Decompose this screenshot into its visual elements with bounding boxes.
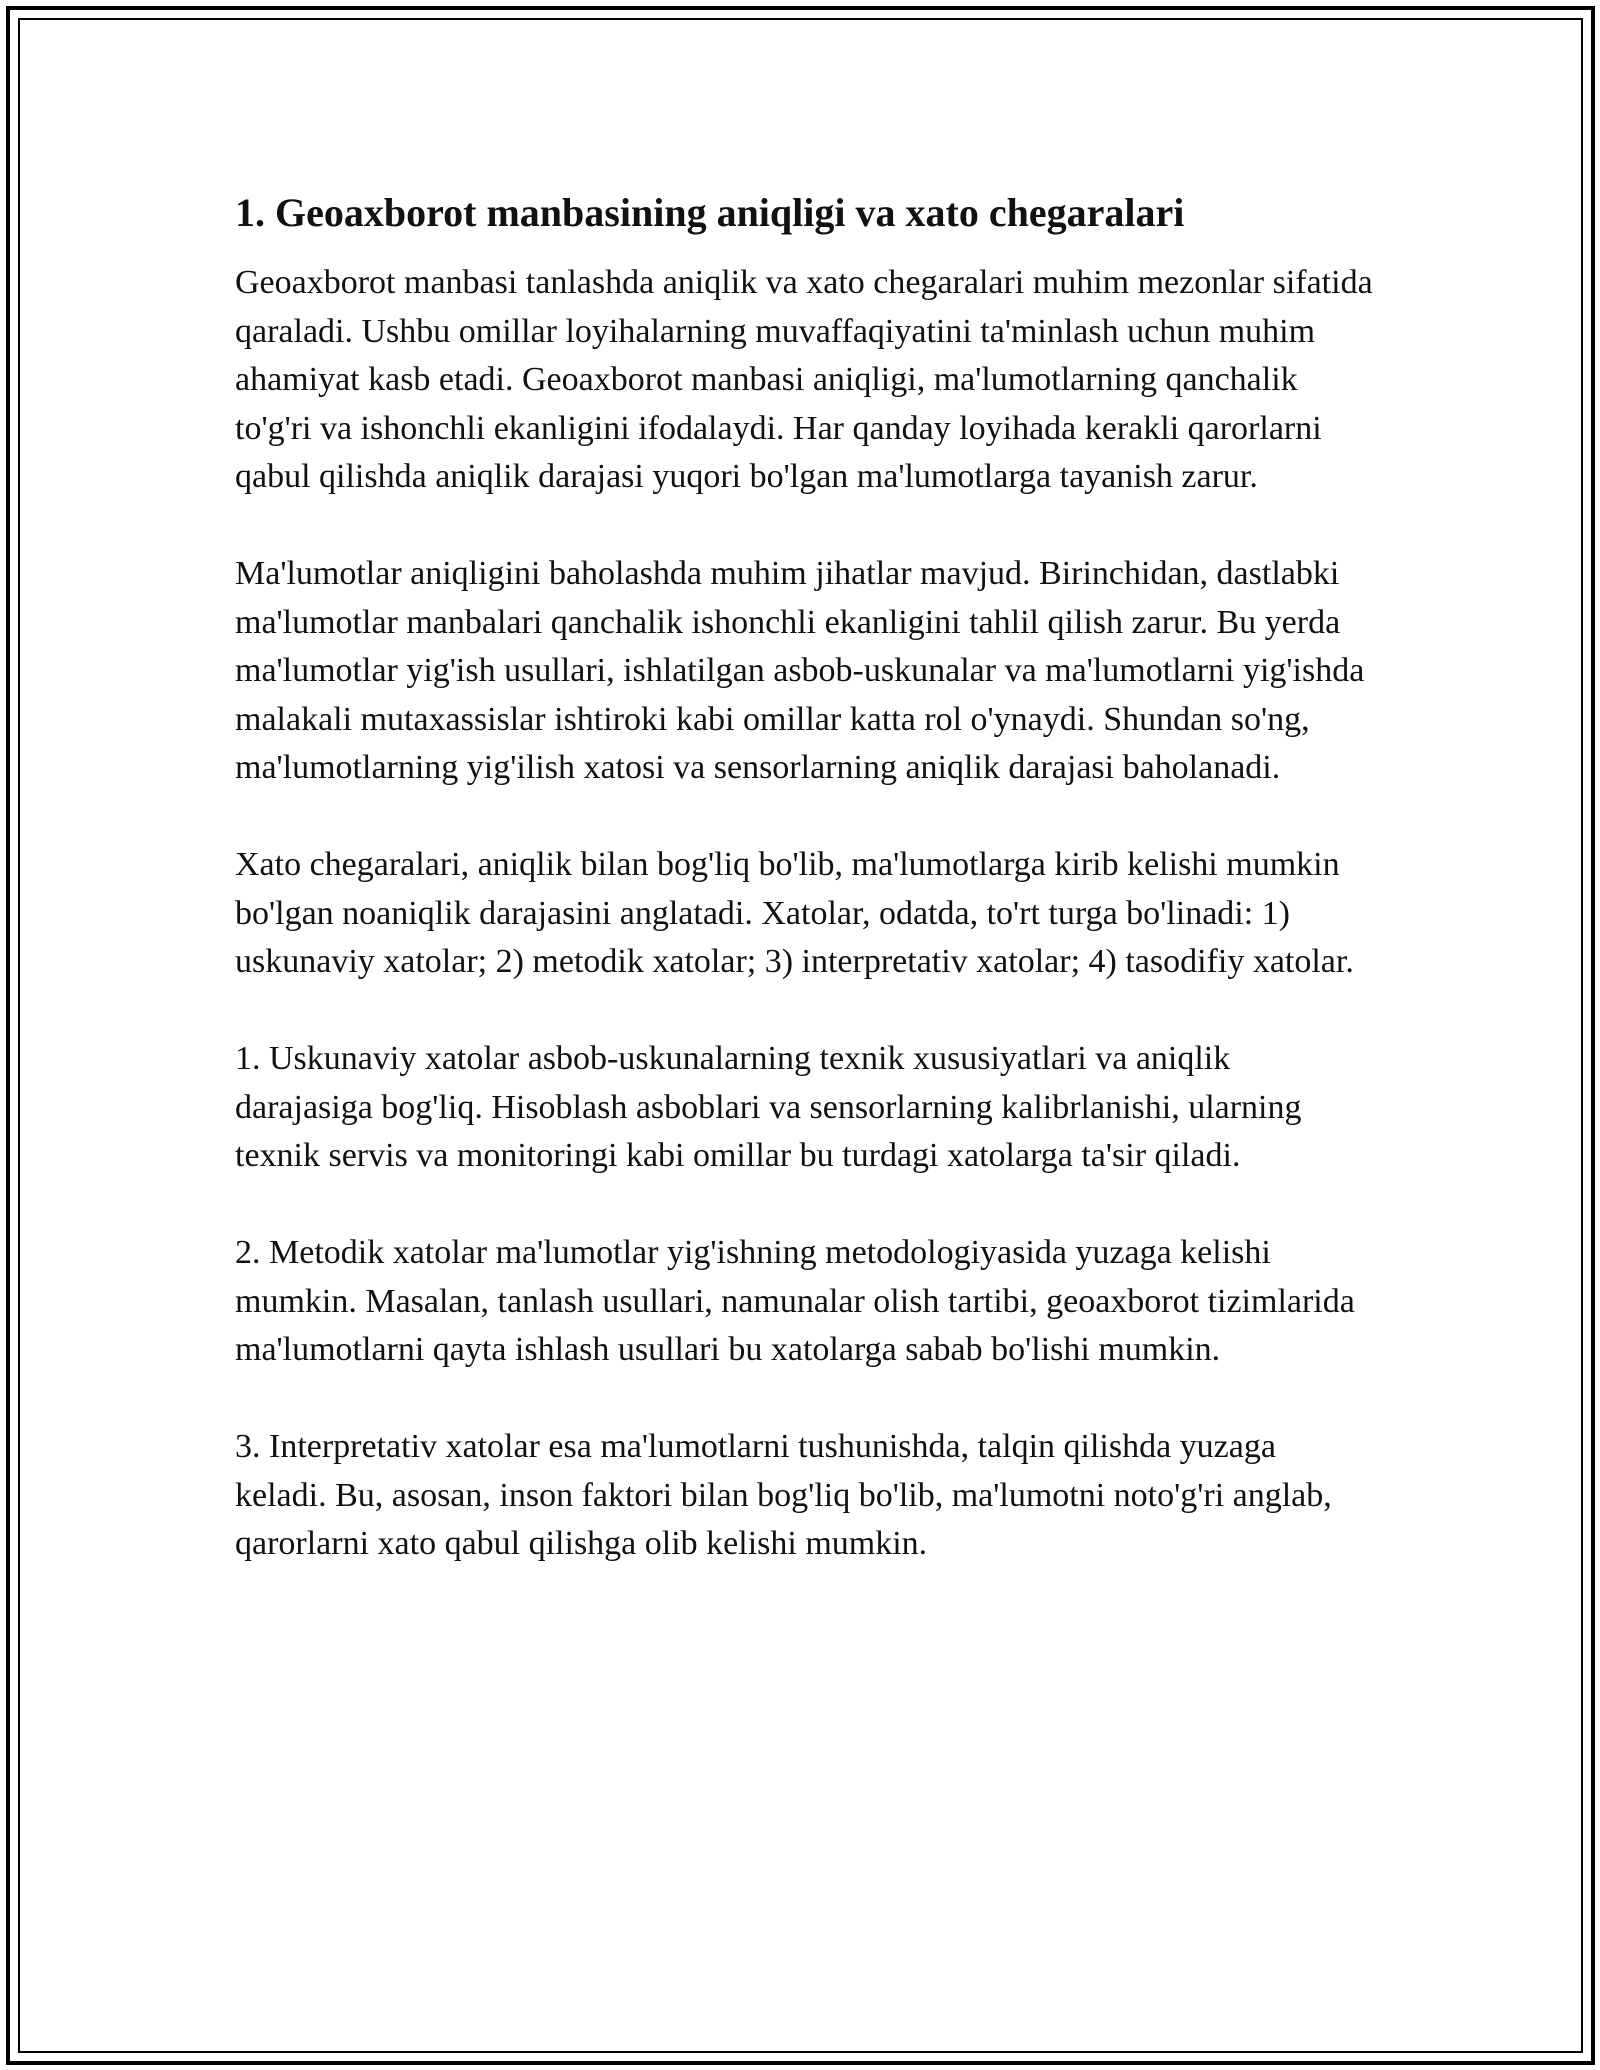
paragraph-intro: Geoaxborot manbasi tanlashda aniqlik va xato chegaralari muhim mezonlar sifatida qaraladi. Ushbu omillar loyihalarning muvaffaqiyatini ta'minlash uchun muhim ahamiyat kasb etadi. Geoaxborot manbasi aniqligi, ma'lumotlarning qanchalik to'g'ri va ishonchli ekanligini ifodalaydi. Har qanday loyihada kerakli qarorlarni qabul qilishda aniqlik darajasi yuqori bo'lgan ma'lumotlarga tayanish zarur.	[235, 264, 1373, 495]
paragraph-instrumental-errors: 1. Uskunaviy xatolar asbob-uskunalarning texnik xususiyatlari va aniqlik darajasiga bog'liq. Hisoblash asboblari va sensorlarning kalibrlanishi, ularning texnik servis va monitoringi kabi omillar bu turdagi xatolarga ta'sir qiladi.	[235, 1040, 1302, 1174]
section-title: 1. Geoaxborot manbasining aniqligi va xato chegaralari	[235, 190, 1185, 235]
paragraph-methodical-errors: 2. Metodik xatolar ma'lumotlar yig'ishning metodologiyasida yuzaga kelishi mumkin. Masalan, tanlash usullari, namunalar olish tartibi, geoaxborot tizimlarida ma'lumotlarni qayta ishlash usullari bu xatolarga sabab bo'lishi mumkin.	[235, 1234, 1355, 1368]
document-body	[235, 185, 1375, 1617]
paragraph-interpretive-errors: 3. Interpretativ xatolar esa ma'lumotlarni tushunishda, talqin qilishda yuzaga keladi. Bu, asosan, inson faktori bilan bog'liq bo'lib, ma'lumotni noto'g'ri anglab, qarorlarni xato qabul qilishga olib kelishi mumkin.	[235, 1428, 1332, 1562]
paragraph-accuracy-assessment: Ma'lumotlar aniqligini baholashda muhim jihatlar mavjud. Birinchidan, dastlabki ma'lumotlar manbalari qanchalik ishonchli ekanligini tahlil qilish zarur. Bu yerda ma'lumotlar yig'ish usullari, ishlatilgan asbob-uskunalar va ma'lumotlarni yig'ishda malakali mutaxassislar ishtiroki kabi omillar katta rol o'ynaydi. Shundan so'ng, ma'lumotlarning yig'ilish xatosi va sensorlarning aniqlik darajasi baholanadi.	[235, 555, 1365, 786]
paragraph-error-limits: Xato chegaralari, aniqlik bilan bog'liq bo'lib, ma'lumotlarga kirib kelishi mumkin bo'lgan noaniqlik darajasini anglatadi. Xatolar, odatda, to'rt turga bo'linadi: 1) uskunaviy xatolar; 2) metodik xatolar; 3) interpretativ xatolar; 4) tasodifiy xatolar.	[235, 846, 1354, 980]
